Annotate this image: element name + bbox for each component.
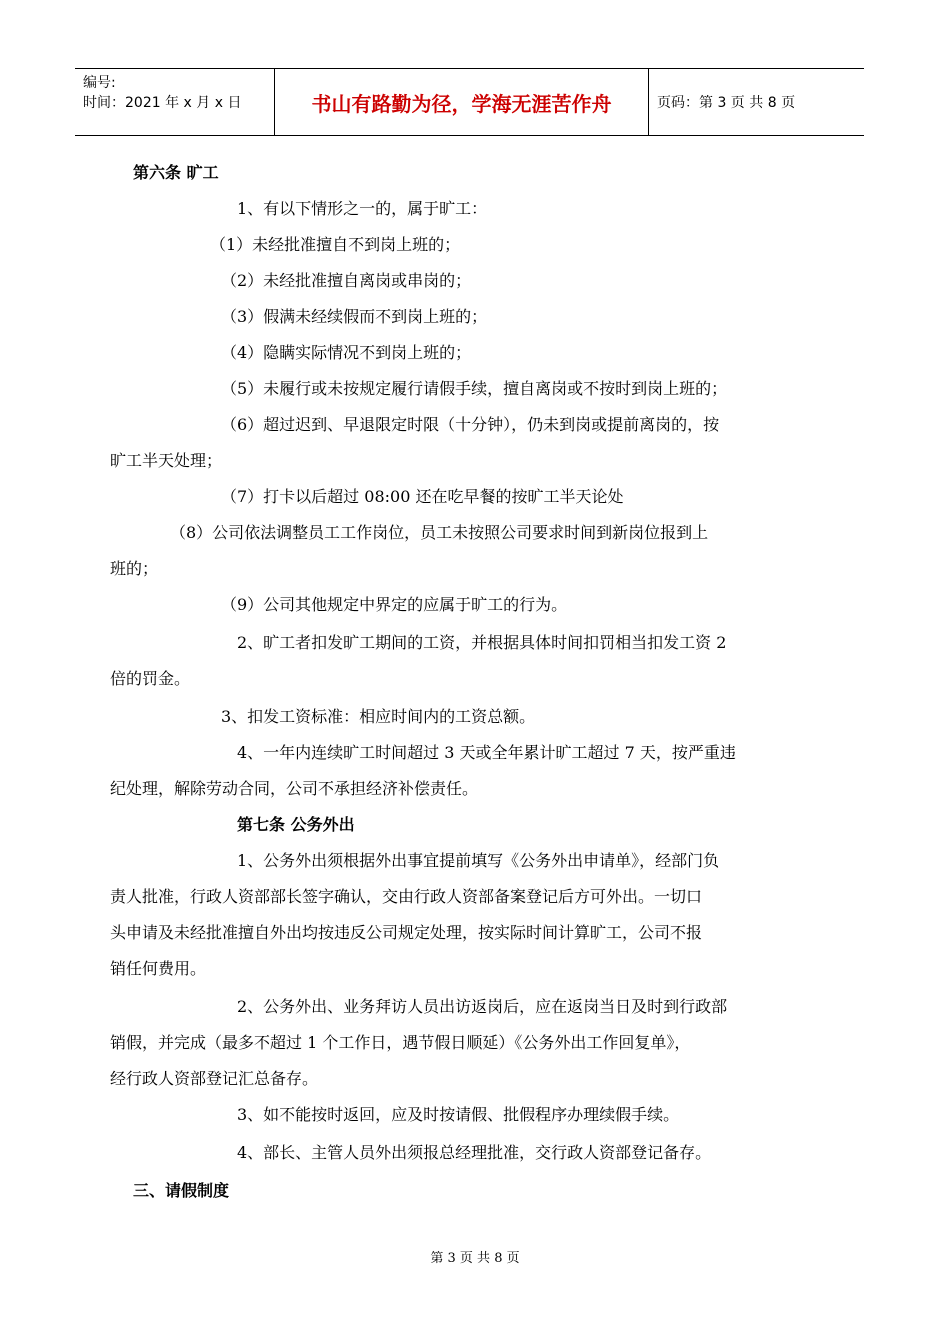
paragraph: 4、一年内连续旷工时间超过 3 天或全年累计旷工超过 7 天，按严重违 (237, 743, 736, 762)
list-item: （9）公司其他规定中界定的应属于旷工的行为。 (221, 595, 568, 614)
article-7-title: 第七条 公务外出 (237, 815, 355, 834)
list-item-continued: 旷工半天处理； (110, 451, 223, 470)
list-item: （1）未经批准擅自不到岗上班的； (210, 235, 461, 254)
paragraph-continued: 头申请及未经批准擅自外出均按违反公司规定处理，按实际时间计算旷工，公司不报 (110, 923, 703, 942)
list-item: （8）公司依法调整员工工作岗位，员工未按照公司要求时间到新岗位报到上 (170, 523, 709, 542)
paragraph-continued: 经行政人资部登记汇总备存。 (110, 1069, 319, 1088)
list-item: （5）未履行或未按规定履行请假手续，擅自离岗或不按时到岗上班的； (221, 379, 728, 398)
section-3-title: 三、请假制度 (133, 1181, 230, 1200)
paragraph: 1、有以下情形之一的，属于旷工： (237, 199, 488, 218)
paragraph: 2、旷工者扣发旷工期间的工资，并根据具体时间扣罚相当扣发工资 2 (237, 633, 727, 652)
paragraph: 4、部长、主管人员外出须报总经理批准，交行政人资部登记备存。 (237, 1143, 712, 1162)
time-label: 时间：2021 年 x 月 x 日 (83, 95, 242, 111)
article-6-title: 第六条 旷工 (133, 163, 219, 182)
paragraph-continued: 责人批准，行政人资部部长签字确认，交由行政人资部备案登记后方可外出。一切口 (110, 887, 703, 906)
list-item: （4）隐瞒实际情况不到岗上班的； (221, 343, 472, 362)
number-label: 编号: (83, 75, 116, 91)
paragraph: 2、公务外出、业务拜访人员出访返岗后，应在返岗当日及时到行政部 (237, 997, 728, 1016)
paragraph-continued: 销假，并完成（最多不超过 1 个工作日，遇节假日顺延）《公务外出工作回复单》， (110, 1033, 691, 1052)
list-item-continued: 班的； (110, 559, 159, 578)
paragraph-continued: 纪处理，解除劳动合同，公司不承担经济补偿责任。 (110, 779, 479, 798)
paragraph: 3、扣发工资标准：相应时间内的工资总额。 (221, 707, 536, 726)
header-meta (75, 69, 275, 135)
list-item: （7）打卡以后超过 08:00 还在吃早餐的按旷工半天论处 (221, 487, 624, 506)
page-header (75, 68, 864, 136)
page-footer: 第 3 页 共 8 页 (430, 1251, 520, 1266)
paragraph-continued: 倍的罚金。 (110, 669, 191, 688)
list-item: （2）未经批准擅自离岗或串岗的； (221, 271, 472, 290)
paragraph: 3、如不能按时返回，应及时按请假、批假程序办理续假手续。 (237, 1105, 680, 1124)
paragraph-continued: 销任何费用。 (110, 959, 207, 978)
list-item: （6）超过迟到、早退限定时限（十分钟），仍未到岗或提前离岗的，按 (221, 415, 720, 434)
list-item: （3）假满未经续假而不到岗上班的； (221, 307, 488, 326)
header-page-info: 页码：第 3 页 共 8 页 (657, 95, 796, 111)
paragraph: 1、公务外出须根据外出事宜提前填写《公务外出申请单》，经部门负 (237, 851, 720, 870)
header-motto: 书山有路勤为径，学海无涯苦作舟 (275, 69, 649, 135)
